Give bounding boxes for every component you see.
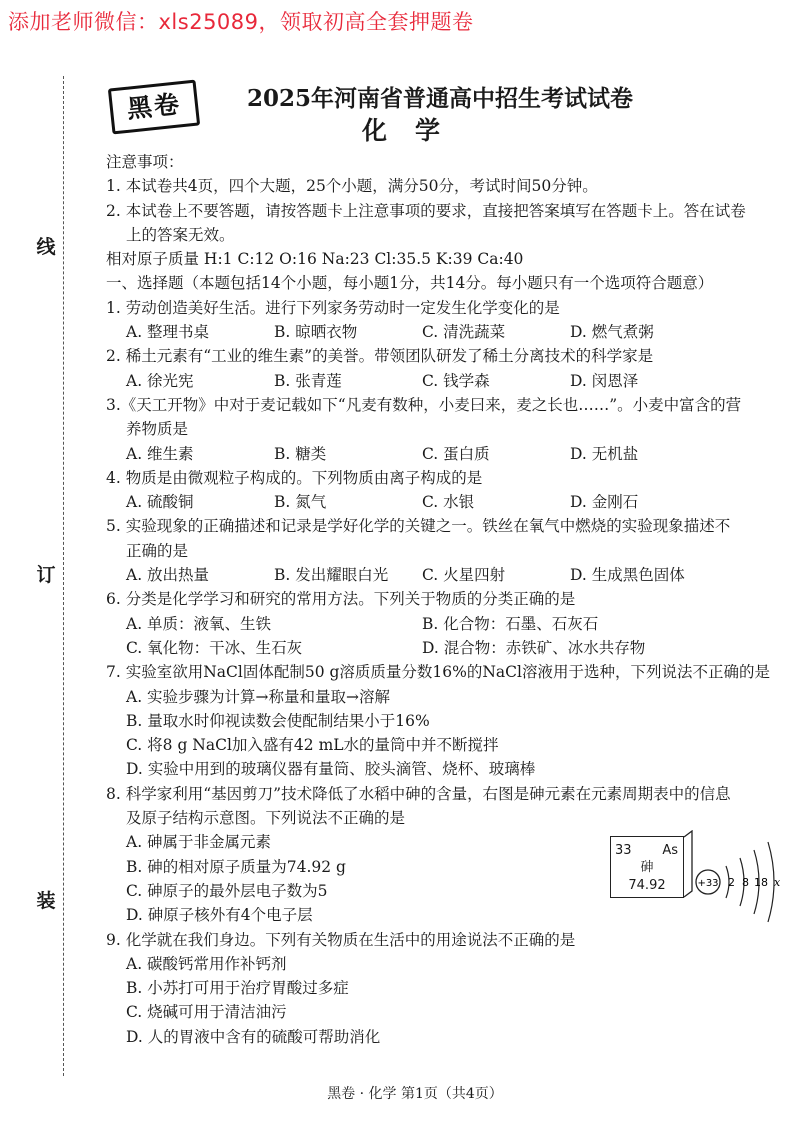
promo-banner: 添加老师微信：xls25089，领取初高全套押题卷 (8, 10, 474, 34)
question-stem: 4. 物质是由微观粒子构成的。下列物质由离子构成的是 (106, 468, 483, 487)
periodic-table-cell (610, 836, 684, 898)
subject-title: 化学 (361, 116, 468, 145)
option: B. 砷的相对原子质量为74.92 g (126, 857, 346, 876)
binding-char-zhuang: 装 (36, 890, 56, 912)
notice-item: 上的答案无效。 (126, 225, 235, 244)
question-stem: 3.《天工开物》中对于麦记载如下“凡麦有数种，小麦曰来，麦之长也……”。小麦中富含的营 (106, 395, 742, 414)
question-stem: 6. 分类是化学学习和研究的常用方法。下列关于物质的分类正确的是 (106, 590, 576, 609)
nucleus-charge: +33 (697, 878, 719, 890)
binding-char-ding: 订 (36, 564, 56, 586)
option: C. 水银 (422, 493, 475, 512)
option-row (106, 320, 778, 344)
option: C. 将8 g NaCl加入盛有42 mL水的量筒中并不断搅拌 (126, 736, 499, 755)
option: A. 放出热量 (126, 566, 210, 585)
black-paper-stamp: 黑卷 (108, 80, 200, 135)
shell-electrons: 8 (742, 876, 749, 890)
atom-structure-diagram (692, 822, 800, 932)
option: B. 小苏打可用于治疗胃酸过多症 (126, 979, 349, 998)
notice-item: 2. 本试卷上不要答题，请按答题卡上注意事项的要求，直接把答案填写在答题卡上。答在试卷 (106, 201, 746, 220)
exam-title: 2025年河南省普通高中招生考试试卷 (246, 85, 633, 112)
option: D. 混合物：赤铁矿、冰水共存物 (422, 638, 646, 657)
binding-line (63, 76, 64, 1076)
option: D. 金刚石 (570, 493, 639, 512)
option-row (106, 612, 778, 636)
question-9 (106, 928, 778, 1049)
question-7 (106, 660, 778, 781)
option-row (106, 563, 778, 587)
option: D. 闵恩泽 (570, 371, 639, 390)
option: B. 量取水时仰视读数会使配制结果小于16% (126, 711, 430, 730)
option: C. 蛋白质 (422, 444, 490, 463)
question-6 (106, 587, 778, 660)
relative-atomic-mass: 74.92 (628, 878, 666, 894)
question-3 (106, 393, 778, 466)
option: D. 生成黑色固体 (570, 566, 685, 585)
option: B. 氮气 (274, 493, 327, 512)
option: D. 实验中用到的玻璃仪器有量筒、胶头滴管、烧杯、玻璃棒 (126, 760, 536, 779)
option-row (106, 490, 778, 514)
option: A. 砷属于非金属元素 (126, 833, 272, 852)
question-4 (106, 466, 778, 515)
question-stem: 8. 科学家利用“基因剪刀”技术降低了水稻中砷的含量，右图是砷元素在元素周期表中的信息 (106, 784, 731, 803)
option: B. 化合物：石墨、石灰石 (422, 614, 599, 633)
option: C. 火星四射 (422, 566, 506, 585)
question-stem: 正确的是 (126, 541, 189, 560)
question-2 (106, 344, 778, 393)
option: C. 钱学森 (422, 371, 490, 390)
option: A. 实验步骤为计算→称量和量取→溶解 (126, 687, 391, 706)
option: A. 徐光宪 (126, 371, 194, 390)
question-1 (106, 296, 778, 345)
option-row (106, 636, 778, 660)
option: D. 人的胃液中含有的硫酸可帮助消化 (126, 1027, 381, 1046)
question-stem: 5. 实验现象的正确描述和记录是学好化学的关键之一。铁丝在氧气中燃烧的实验现象描述不 (106, 517, 731, 536)
option: A. 整理书桌 (126, 323, 210, 342)
question-stem: 9. 化学就在我们身边。下列有关物质在生活中的用途说法不正确的是 (106, 930, 576, 949)
atomic-number: 33 (615, 843, 632, 859)
option: C. 氧化物：干冰、生石灰 (126, 638, 303, 657)
option: B. 糖类 (274, 444, 327, 463)
shell-electrons: 2 (728, 876, 735, 890)
element-name: 砷 (640, 860, 654, 876)
question-stem: 养物质是 (126, 420, 189, 439)
option: D. 砷原子核外有4个电子层 (126, 906, 313, 925)
question-stem: 及原子结构示意图。下列说法不正确的是 (126, 809, 406, 828)
question-stem: 7. 实验室欲用NaCl固体配制50 g溶质质量分数16%的NaCl溶液用于选种，下列说法不正确的是 (106, 663, 770, 682)
page-footer: 黑卷 · 化学 第1页（共4页） (327, 1086, 503, 1102)
option: C. 清洗蔬菜 (422, 323, 506, 342)
option: B. 发出耀眼白光 (274, 566, 389, 585)
shell-electrons: x (774, 876, 781, 890)
option: A. 硫酸铜 (126, 493, 194, 512)
option: D. 无机盐 (570, 444, 639, 463)
option: C. 烧碱可用于清洁油污 (126, 1003, 287, 1022)
shell-electrons: 18 (754, 876, 768, 890)
option: A. 维生素 (126, 444, 194, 463)
option: B. 晾晒衣物 (274, 323, 358, 342)
question-stem: 2. 稀土元素有“工业的维生素”的美誉。带领团队研发了稀土分离技术的科学家是 (106, 347, 654, 366)
option-row (106, 442, 778, 466)
question-list (106, 296, 778, 782)
option: A. 碳酸钙常用作补钙剂 (126, 954, 287, 973)
option-row (106, 369, 778, 393)
exam-content (106, 150, 781, 1049)
option: C. 砷原子的最外层电子数为5 (126, 881, 328, 900)
question-stem: 1. 劳动创造美好生活。进行下列家务劳动时一定发生化学变化的是 (106, 298, 560, 317)
binding-char-xian: 线 (36, 236, 56, 258)
notice-item: 1. 本试卷共4页，四个大题，25个小题，满分50分，考试时间50分钟。 (106, 177, 598, 196)
notice-heading: 注意事项： (106, 153, 184, 171)
question-5 (106, 514, 778, 587)
option: D. 燃气煮粥 (570, 323, 654, 342)
option: B. 张青莲 (274, 371, 342, 390)
atomic-mass-line: 相对原子质量 H:1 C:12 O:16 Na:23 Cl:35.5 K:39 Ca:40 (106, 250, 524, 269)
question-8 (106, 782, 781, 928)
element-symbol: As (662, 843, 678, 859)
section-heading: 一、选择题（本题包括14个小题，每小题1分，共14分。每小题只有一个选项符合题意） (106, 274, 714, 293)
option: A. 单质：液氧、生铁 (126, 614, 272, 633)
